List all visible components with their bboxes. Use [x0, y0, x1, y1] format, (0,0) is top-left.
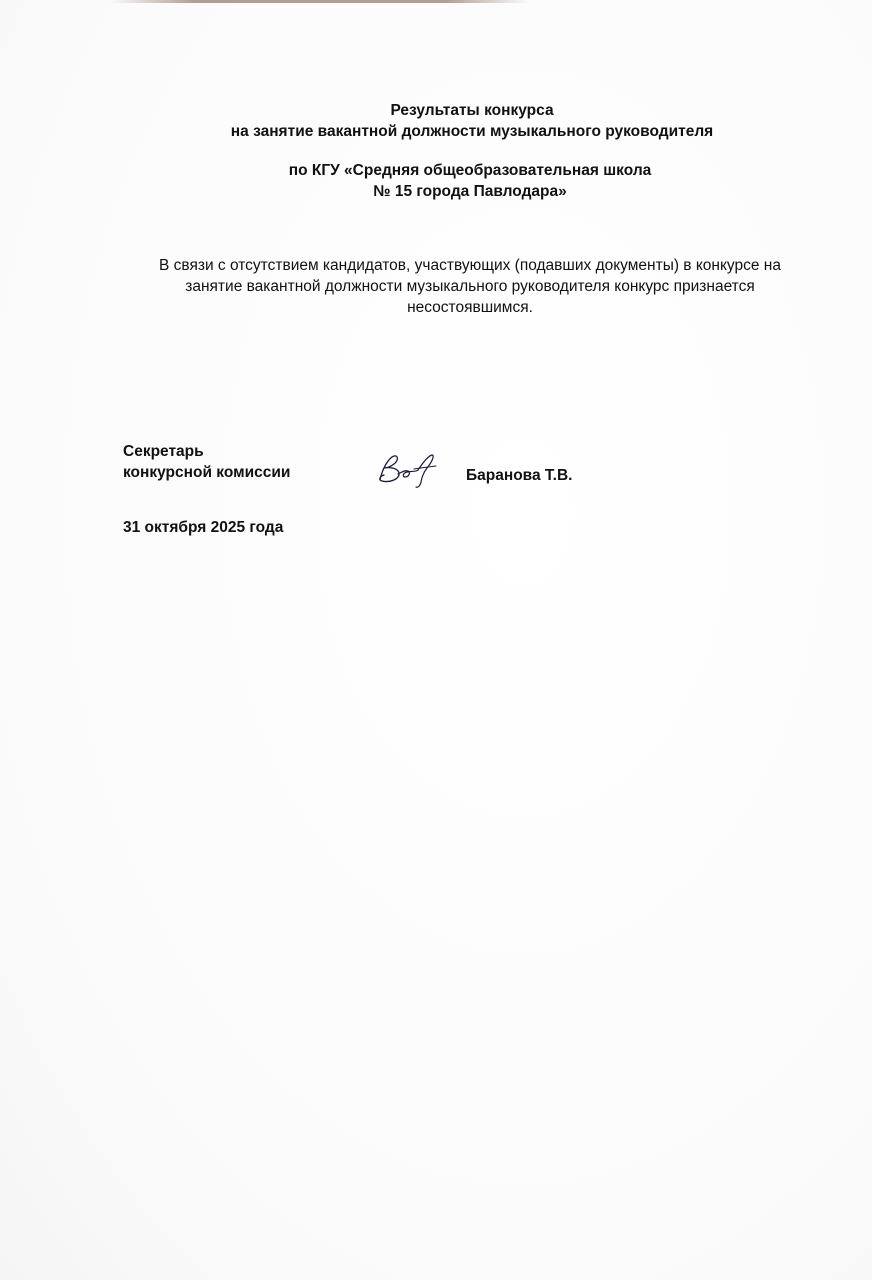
document-body	[0, 255, 872, 318]
document-date: 31 октября 2025 года	[123, 519, 284, 536]
title-line-2: на занятие вакантной должности музыкального руководителя	[230, 123, 714, 140]
body-line-3: несостоявшимся.	[407, 299, 533, 316]
organization-line-1: по КГУ «Средняя общеобразовательная школа	[288, 162, 652, 179]
organization-line-2: № 15 города Павлодара»	[373, 183, 567, 200]
scan-edge-shadow	[110, 0, 530, 3]
signer-name: Баранова Т.В.	[466, 467, 573, 484]
secretary-role-line-2: конкурсной комиссии	[123, 464, 291, 481]
title-line-1: Результаты конкурса	[390, 102, 554, 119]
organization-name	[0, 160, 872, 202]
body-line-2: занятие вакантной должности музыкального руководителя конкурс признается	[185, 278, 755, 295]
handwritten-signature-icon	[372, 450, 442, 492]
body-line-1: В связи с отсутствием кандидатов, участвующих (подавших документы) в конкурсе на	[159, 257, 781, 274]
secretary-role	[123, 441, 290, 483]
document-title	[0, 100, 872, 142]
secretary-role-line-1: Секретарь	[123, 443, 204, 460]
